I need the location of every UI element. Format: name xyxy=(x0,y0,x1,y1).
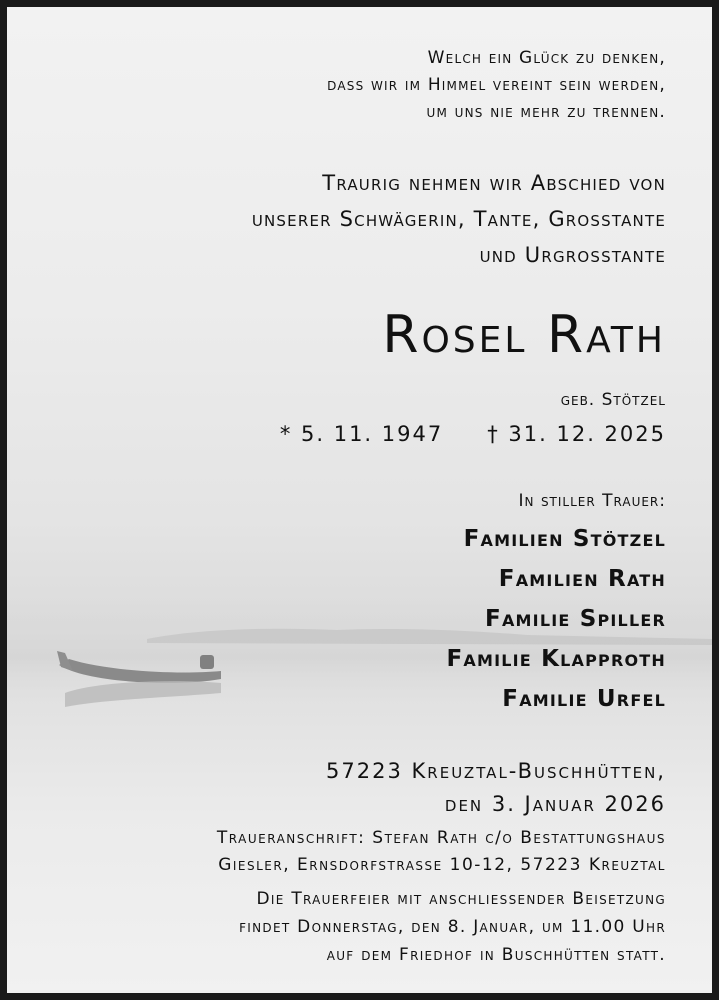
life-dates xyxy=(280,417,666,451)
death-date: † 31. 12. 2025 xyxy=(487,422,666,446)
intro-block xyxy=(252,165,666,273)
place-line: 57223 Kreuztal-Buschhütten, xyxy=(326,759,666,783)
quote-line: dass wir im Himmel vereint sein werden, xyxy=(327,75,666,95)
ceremony-info xyxy=(239,885,666,969)
quote-block xyxy=(327,45,666,126)
mourning-address xyxy=(217,825,666,879)
maiden-name: geb. Stötzel xyxy=(560,390,666,410)
ceremony-line: auf dem Friedhof in Buschhütten statt. xyxy=(326,945,666,965)
quote-line: Welch ein Glück zu denken, xyxy=(427,48,666,68)
family-name: Familie Spiller xyxy=(485,606,666,632)
ceremony-line: findet Donnerstag, den 8. Januar, um 11.00 Uhr xyxy=(239,917,666,937)
family-list xyxy=(446,519,666,719)
quote-line: um uns nie mehr zu trennen. xyxy=(426,102,666,122)
place-and-date xyxy=(326,755,666,821)
deceased-name: Rosel Rath xyxy=(382,305,666,365)
birth-date: * 5. 11. 1947 xyxy=(279,422,444,446)
address-line: Giesler, Ernsdorfstrasse 10-12, 57223 Kreuztal xyxy=(218,855,666,875)
family-name: Familien Rath xyxy=(498,566,666,592)
intro-line: unserer Schwägerin, Tante, Grosstante xyxy=(251,207,666,231)
mourning-label: In stiller Trauer: xyxy=(518,491,666,511)
intro-line: und Urgrosstante xyxy=(479,243,666,267)
family-name: Familien Stötzel xyxy=(463,526,666,552)
intro-line: Traurig nehmen wir Abschied von xyxy=(322,171,666,195)
date-line: den 3. Januar 2026 xyxy=(444,792,666,816)
obituary-card xyxy=(7,7,712,993)
family-name: Familie Urfel xyxy=(502,686,666,712)
ceremony-line: Die Trauerfeier mit anschliessender Beisetzung xyxy=(256,889,666,909)
family-name: Familie Klapproth xyxy=(446,646,666,672)
address-line: Traueranschrift: Stefan Rath c/o Bestattungshaus xyxy=(216,828,666,848)
